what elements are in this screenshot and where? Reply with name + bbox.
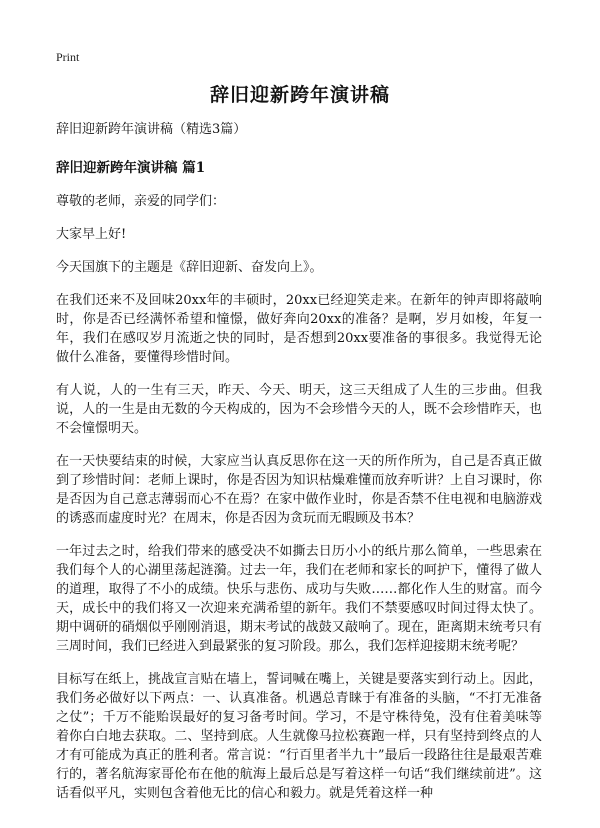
paragraph: 在我们还来不及回味20xx年的丰硕时，20xx已经迎笑走来。在新年的钟声即将敲响时，你是否已经满怀希望和憧憬，做好奔向20xx的准备？是啊，岁月如梭，年复一年，我们在感叹岁月流逝之快的同时，是否想到20xx要准备的事很多。我觉得无论做什么准备，要懂得珍惜时间。: [56, 293, 542, 365]
page-title: 辞旧迎新跨年演讲稿: [209, 84, 390, 106]
paragraph: 在一天快要结束的时候，大家应当认真反思你在这一天的所作所为，自己是否真正做到了珍惜时间：老师上课时，你是否因为知识枯燥难懂而放弃听讲？上自习课时，你是否因为自己意志薄弱而心不在焉？在家中做作业时，你是否禁不住电视和电脑游戏的诱惑而虚度时光？在周末，你是否因为贪玩而无暇顾及书本？: [56, 454, 542, 526]
paragraph: 目标写在纸上，挑战宣言贴在墙上，誓词喊在嘴上，关键是要落实到行动上。因此，我们务必做好以下两点：一、认真准备。机遇总青睐于有准备的头脑，“不打无准备之仗”；千万不能贻误最好的复习备考时间。学习，不是守株待兔，没有住着美味等着你白白地去获取。二、坚持到底。人生就像马拉松赛跑一样，只有坚持到终点的人才有可能成为真正的胜利者。常言说：“行百里者半九十”最后一段路往往是最艰苦难行的，著名航海家哥伦布在他的航海上最后总是写着这样一句话“我们继续前进”。这话看似平凡，实则包含着他无比的信心和毅力。就是凭着这样一种: [56, 672, 542, 801]
paragraph: 一年过去之时，给我们带来的感受决不如撕去日历小小的纸片那么简单，一些思索在我们每个人的心湖里荡起涟漪。过去一年，我们在老师和家长的呵护下，懂得了做人的道理，取得了不小的成绩。快乐与悲伤、成功与失败……都化作人生的财富。而今天，成长中的我们将又一次迎来充满希望的新年。我们不禁要感叹时间过得太快了。期中调研的硝烟似乎刚刚消退，期末考试的战鼓又敲响了。现在，距离期末统考只有三周时间，我们已经进入到最紧张的复习阶段。那么，我们怎样迎接期末统考呢？: [56, 544, 542, 654]
document-subtitle: 辞旧迎新跨年演讲稿（精选3篇）: [56, 122, 247, 137]
print-link[interactable]: Print: [56, 50, 80, 64]
paragraph: 有人说，人的一生有三天，昨天、今天、明天，这三天组成了人生的三步曲。但我说，人的一生是由无数的今天构成的，因为不会珍惜今天的人，既不会珍惜昨天，也不会憧憬明天。: [56, 383, 542, 436]
section-heading: 辞旧迎新跨年演讲稿 篇1: [56, 160, 206, 176]
paragraph: 大家早上好!: [56, 227, 127, 242]
document-body: [56, 120, 542, 817]
paragraph: 今天国旗下的主题是《辞旧迎新、奋发向上》。: [56, 260, 323, 275]
paragraph: 尊敬的老师，亲爱的同学们：: [56, 194, 226, 209]
